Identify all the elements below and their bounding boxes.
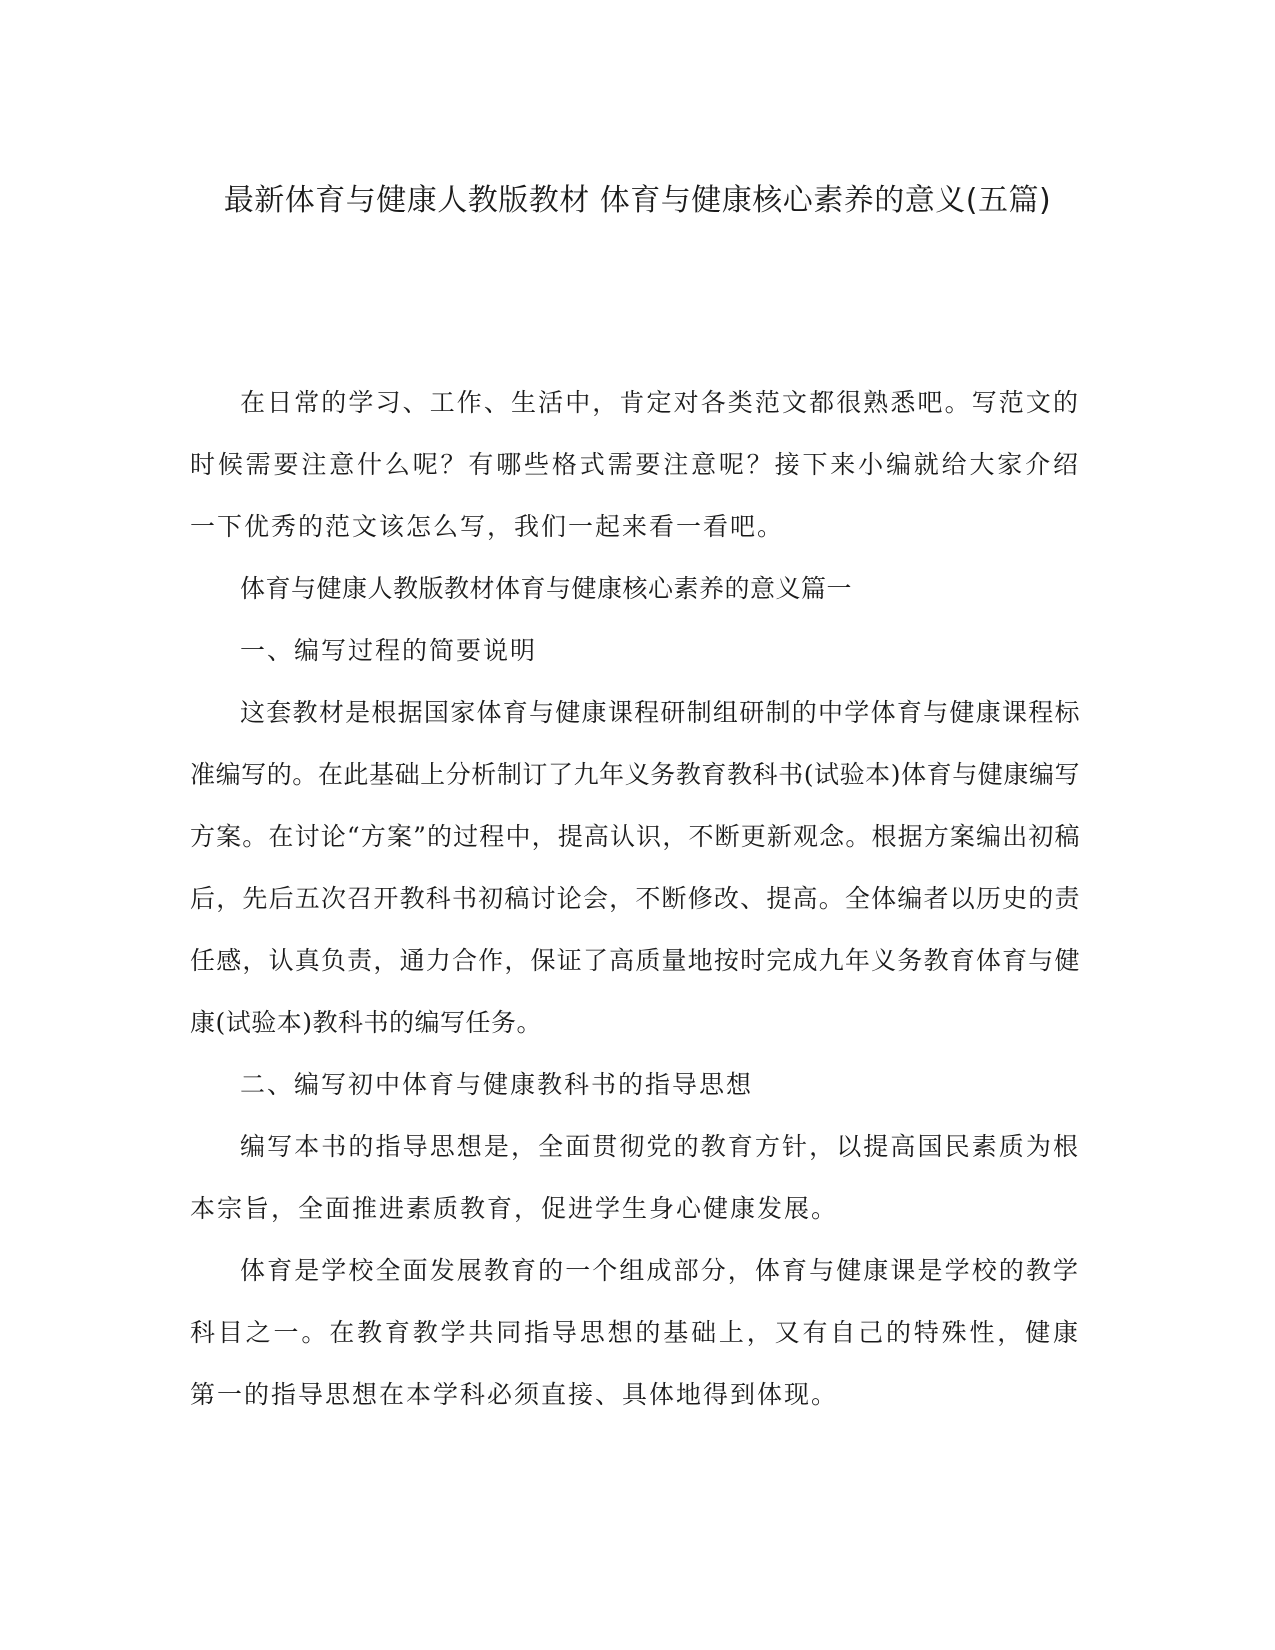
subheading-writing-process: 一、编写过程的简要说明: [240, 636, 538, 665]
section-heading-part-one: 体育与健康人教版教材体育与健康核心素养的意义篇一: [240, 574, 853, 603]
intro-paragraph: 在日常的学习、工作、生活中，肯定对各类范文都很熟悉吧。写范文的时候需要注意什么呢？有哪些格式需要注意呢？接下来小编就给大家介绍一下优秀的范文该怎么写，我们一起来看一看吧。: [190, 388, 1080, 541]
paragraph-writing-process: 这套教材是根据国家体育与健康课程研制组研制的中学体育与健康课程标准编写的。在此基础上分析制订了九年义务教育教科书(试验本)体育与健康编写方案。在讨论“方案”的过程中，提高认识，不断更新观念。根据方案编出初稿后，先后五次召开教科书初稿讨论会，不断修改、提高。全体编者以历史的责任感，认真负责，通力合作，保证了高质量地按时完成九年义务教育体育与健康(试验本)教科书的编写任务。: [190, 698, 1080, 1037]
document-title: 最新体育与健康人教版教材 体育与健康核心素养的意义(五篇): [223, 183, 1052, 218]
subheading-guiding-ideology: 二、编写初中体育与健康教科书的指导思想: [240, 1070, 754, 1099]
paragraph-pe-role: 体育是学校全面发展教育的一个组成部分，体育与健康课是学校的教学科目之一。在教育教学共同指导思想的基础上，又有自己的特殊性，健康第一的指导思想在本学科必须直接、具体地得到体现。: [190, 1256, 1080, 1409]
paragraph-guiding-ideology: 编写本书的指导思想是，全面贯彻党的教育方针，以提高国民素质为根本宗旨，全面推进素质教育，促进学生身心健康发展。: [190, 1132, 1080, 1223]
document-body: [190, 372, 1080, 1426]
